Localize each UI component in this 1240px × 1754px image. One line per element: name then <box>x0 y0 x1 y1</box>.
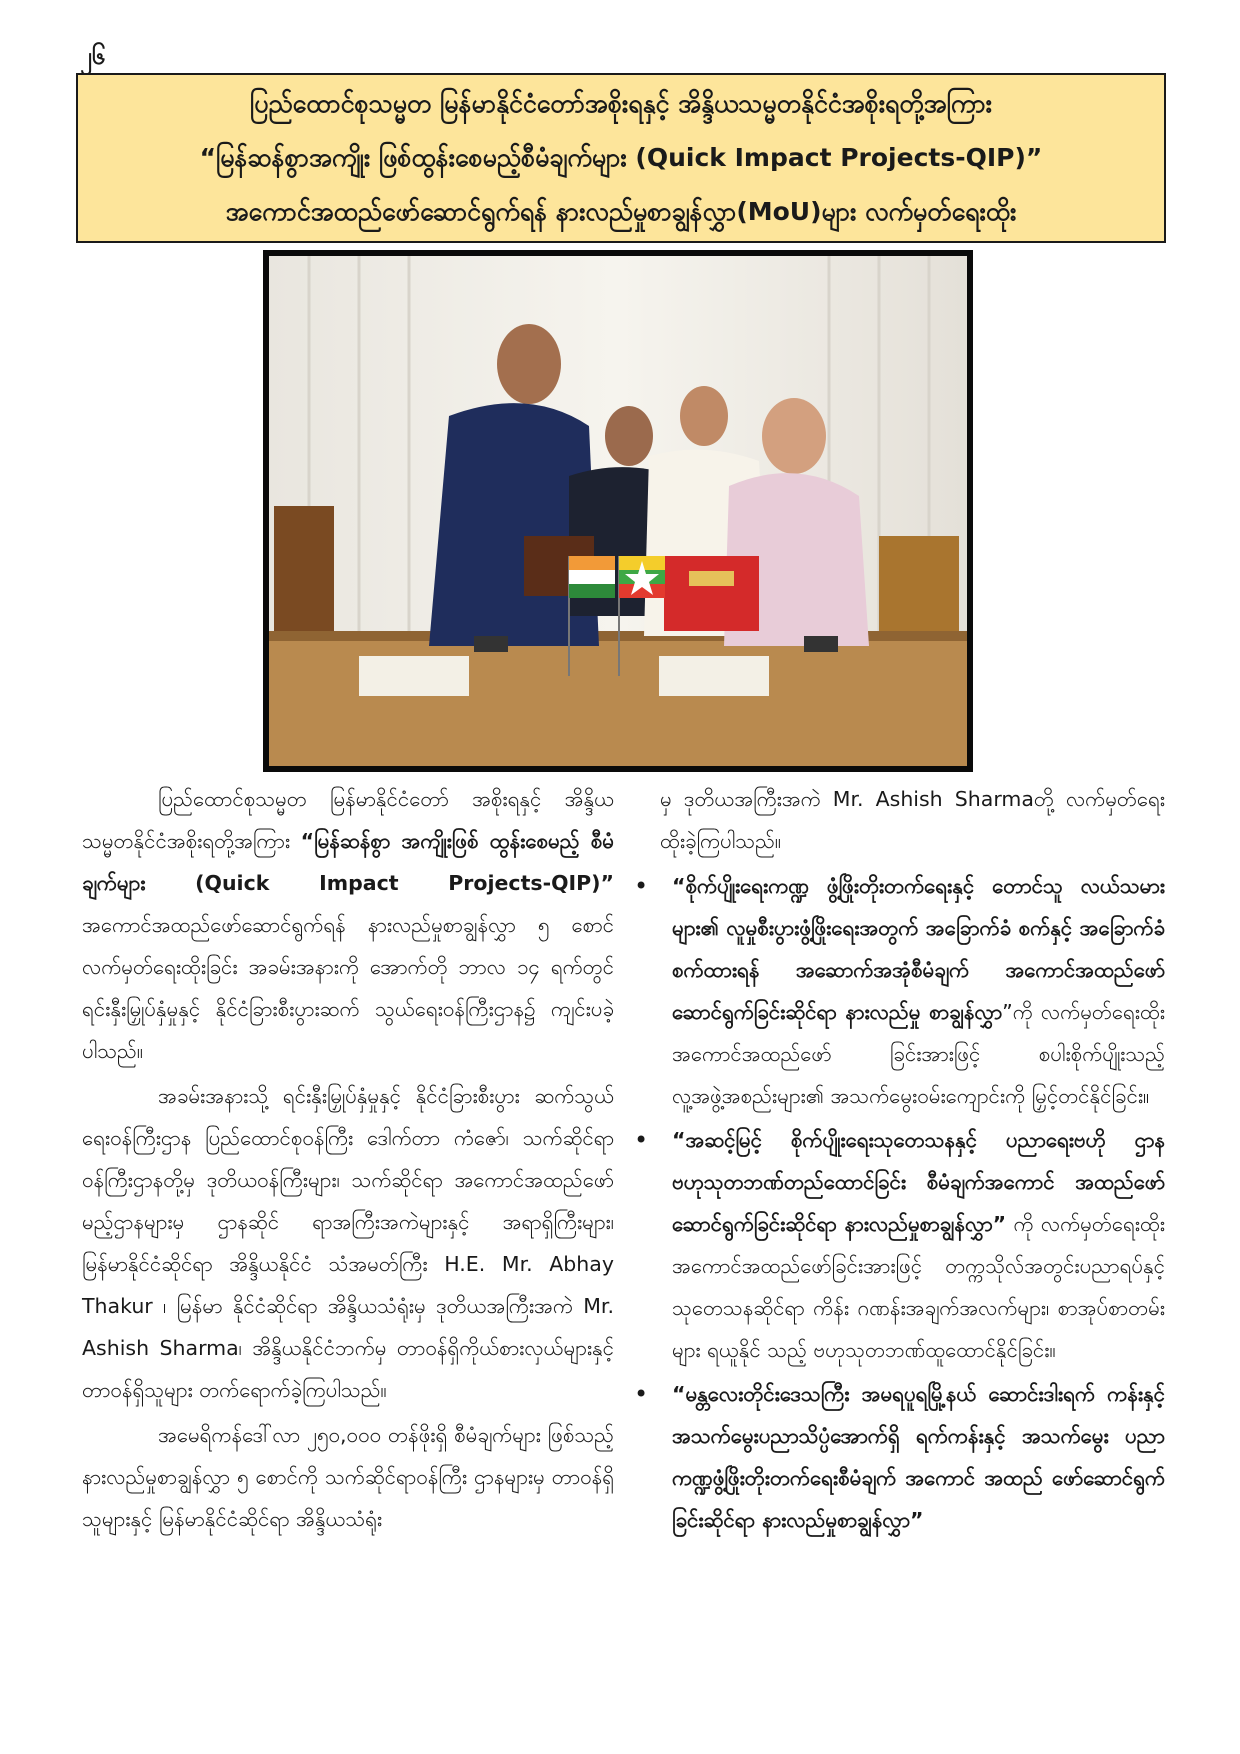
paragraph-1-end: အကောင်အထည်ဖော်ဆောင်ရွက်ရန် နားလည်မှုစာချွန်လွှာ ၅ စောင် လက်မှတ်ရေးထိုးခြင်း အခမ်းအနားကို အောက်တို ဘာလ ၁၄ ရက်တွင် ရင်းနှီးမြှုပ်နှံမှုနှင့် နိုင်ငံခြားစီးပွားဆက် သွယ်ရေးဝန်ကြီးဌာန၌ ကျင်းပခဲ့ပါသည်။ <box>82 913 614 1063</box>
headline-line-2: “မြန်ဆန်စွာအကျိုး ဖြစ်ထွန်းစေမည့်စီမံချက်များ (Quick Impact Projects-QIP)” <box>199 143 1043 172</box>
mou-list <box>634 865 1165 1541</box>
mou-list-item-1 <box>634 865 1165 1117</box>
headline-box <box>76 73 1166 243</box>
headline-line-1: ပြည်ထောင်စုသမ္မတ မြန်မာနိုင်ငံတော်အစိုးရနှင့် အိန္ဒိယသမ္မတနိုင်ငံအစိုးရတို့အကြား <box>250 89 992 118</box>
mou-item-3-title: “မန္တလေးတိုင်းဒေသကြီး အမရပူရမြို့နယ် ဆောင်းဒါးရက် ကန်းနှင့် အသက်မွေးပညာသိပ္ပံအောက်ရှိ ရက်ကန်းနှင့် အသက်မွေး ပညာကဏ္ဍဖွံ့ဖြိုးတိုးတက်ရေးစီမံချက် အကောင် အထည် ဖော်ဆောင်ရွက်ခြင်းဆိုင်ရာ နားလည်မှုစာချွန်လွှာ” <box>672 1382 1165 1532</box>
mou-item-2-text: ကို လက်မှတ်ရေးထိုးအကောင်အထည်ဖော်ခြင်းအားဖြင့် တက္ကသိုလ်အတွင်းပညာရပ်နှင့် သုတေသနဆိုင်ရာ ကိန်း ဂဏန်းအချက်အလက်များ၊ စာအုပ်စာတမ်းများ ရယူနိုင် သည့် ဗဟုသုတဘဏ်ထူထောင်နိုင်ခြင်း။ <box>672 1212 1165 1362</box>
paragraph-1-start: ပြည်ထောင်စုသမ္မတ မြန်မာနိုင်ငံတော် အစိုးရနှင့် အိန္ဒိယသမ္မတနိုင်ငံအစိုးရတို့အကြား <box>82 787 614 853</box>
bullet-dot-icon: • <box>634 1380 649 1408</box>
page-number: ၂၆ <box>80 42 106 70</box>
headline-line-3: အကောင်အထည်ဖော်ဆောင်ရွက်ရန် နားလည်မှုစာချွန်လွှာ(MoU)များ လက်မှတ်ရေးထိုး <box>225 197 1017 226</box>
mou-signing-photo <box>269 256 967 766</box>
mou-item-1-text: ”ကို လက်မှတ်ရေးထိုးအကောင်အထည်ဖော် ခြင်းအားဖြင့် စပါးစိုက်ပျိုးသည့် လူ့အဖွဲ့အစည်းများ၏ အသက်မွေးဝမ်းကျောင်းကို မြှင့်တင်နိုင်ခြင်း။ <box>672 1000 1165 1108</box>
article-left-column <box>82 778 614 1543</box>
news-photo-frame <box>263 250 973 772</box>
paragraph-1-highlight: “မြန်ဆန်စွာ အကျိုးဖြစ် ထွန်းစေမည့် စီမံချက်များ (Quick Impact Projects-QIP)” <box>82 829 614 895</box>
mou-item-2-title: “အဆင့်မြင့် စိုက်ပျိုးရေးသုတေသနနှင့် ပညာရေးဗဟို ဌာန ဗဟုသုတဘဏ်တည်ထောင်ခြင်း စီမံချက်အကောင် အထည်ဖော်ဆောင်ရွက်ခြင်းဆိုင်ရာ နားလည်မှုစာချွန်လွှာ” <box>672 1128 1165 1236</box>
mou-item-1-title: “စိုက်ပျိုးရေးကဏ္ဍ ဖွံ့ဖြိုးတိုးတက်ရေးနှင့် တောင်သူ လယ်သမားများ၏ လူမှုစီးပွားဖွံ့ဖြိုးရေးအတွက် အခြောက်ခံ စက်နှင့် အခြောက်ခံစက်ထားရန် အဆောက်အအုံစီမံချက် အကောင်အထည်ဖော်ဆောင်ရွက်ခြင်းဆိုင်ရာ နားလည်မှု စာချွန်လွှာ <box>672 874 1165 1024</box>
paragraph-continued: မှ ဒုတိယအကြီးအကဲ Mr. Ashish Sharmaတို့ လက်မှတ်ရေး ထိုးခဲ့ကြပါသည်။ <box>660 787 1165 853</box>
bullet-dot-icon: • <box>634 1126 649 1154</box>
mou-list-item-2 <box>634 1119 1165 1371</box>
mou-list-item-3 <box>634 1373 1165 1541</box>
paragraph-3: အမေရိကန်ဒေါ်လာ ၂၅၀,၀၀၀ တန်ဖိုးရှိ စီမံချက်များ ဖြစ်သည့် နားလည်မှုစာချွန်လွှာ ၅ စောင်ကို သက်ဆိုင်ရာဝန်ကြီး ဌာနများမှ တာဝန်ရှိသူများနှင့် မြန်မာနိုင်ငံဆိုင်ရာ အိန္ဒိယသံရုံး <box>82 1423 614 1531</box>
paragraph-1 <box>82 778 614 1072</box>
paragraph-2: အခမ်းအနားသို့ ရင်းနှီးမြှုပ်နှံမှုနှင့် နိုင်ငံခြားစီးပွား ဆက်သွယ်ရေးဝန်ကြီးဌာန ပြည်ထောင်စုဝန်ကြီး ဒေါက်တာ ကံဇော်၊ သက်ဆိုင်ရာဝန်ကြီးဌာနတို့မှ ဒုတိယဝန်ကြီးများ၊ သက်ဆိုင်ရာ အကောင်အထည်ဖော်မည့်ဌာနများမှ ဌာနဆိုင် ရာအကြီးအကဲများနှင့် အရာရှိကြီးများ၊ မြန်မာနိုင်ငံဆိုင်ရာ အိန္ဒိယနိုင်ငံ သံအမတ်ကြီး H.E. Mr. Abhay Thakur ၊ မြန်မာ နိုင်ငံဆိုင်ရာ အိန္ဒိယသံရုံးမှ ဒုတိယအကြီးအကဲ Mr. Ashish Sharma၊ အိန္ဒိယနိုင်ငံဘက်မှ တာဝန်ရှိကိုယ်စားလှယ်များနှင့် တာဝန်ရှိသူများ တက်ရောက်ခဲ့ကြပါသည်။ <box>82 1084 614 1402</box>
bullet-dot-icon: • <box>634 872 649 900</box>
article-right-column <box>634 778 1165 1543</box>
